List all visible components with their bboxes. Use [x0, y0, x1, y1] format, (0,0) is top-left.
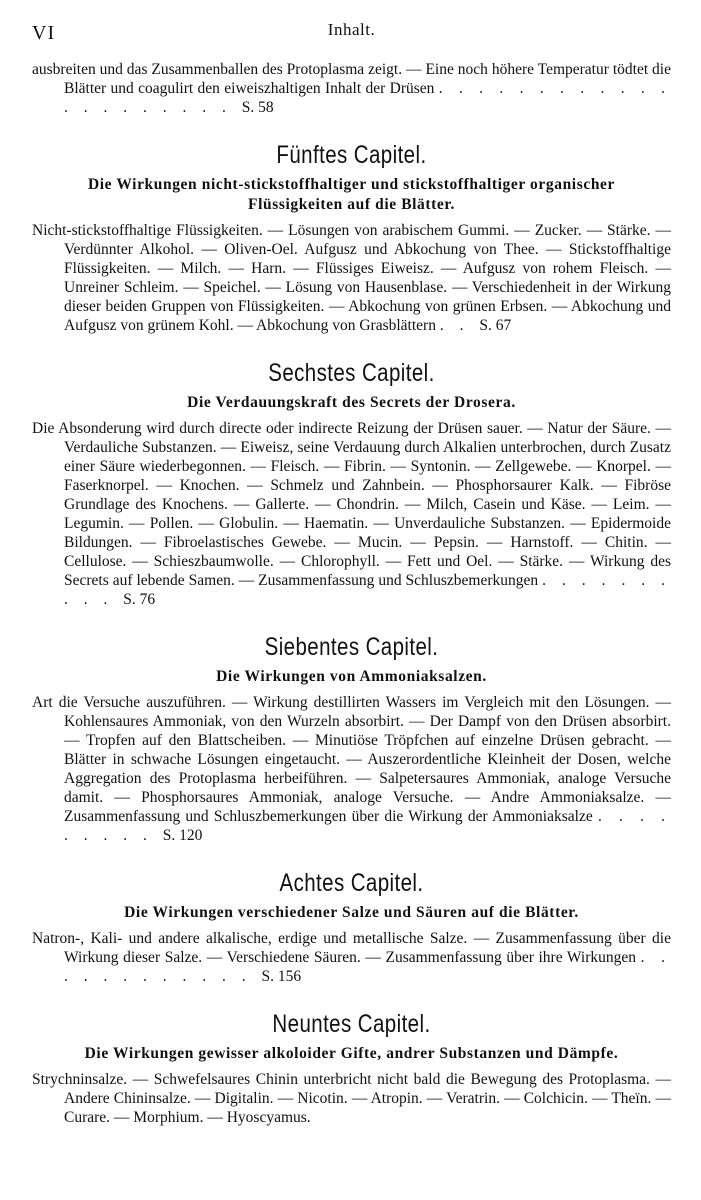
dot-leader: . . . . . . . . . . . . . . . . . . . . . [64, 80, 671, 116]
chapter-subtitle: Die Wirkungen nicht-stickstoffhaltiger und stickstoffhaltiger organischer Flüssigkeiten auf die Blätter. [87, 176, 616, 213]
chapter-summary-text: Natron-, Kali- und andere alkalische, erdige und metallische Salze. — Zusammenfassung über die Wirkung dieser Salze. — Verschiedene Säuren. — Zusammenfassung über ihre Wirkungen [32, 930, 671, 966]
chapter-title: Sechstes Capitel. [268, 359, 435, 387]
page-number: VI [32, 22, 56, 44]
chapter-summary-text: Art die Versuche auszuführen. — Wirkung destillirten Wassers im Vergleich mit den Lösungen. — Kohlensaures Ammoniak, von den Wurzeln absorbirt. — Der Dampf von den Drüsen absorbirt. — Tropfen auf den Blattscheiben. — Minutiöse Tröpfchen auf einzelne Drüsen gebracht. — Blätter in schwache Lösungen eingetaucht. — Auszerordentliche Kleinheit der Dosen, welche Aggregation des Protoplasma herbeiführen. — Salpetersaures Ammoniak, analoge Versuche damit. — Phosphorsaures Ammoniak, analoge Versuche. — Andre Ammoniaksalze. — Zusammenfassung und Schluszbemerkungen über die Wirkung der Ammoniaksalze [32, 694, 671, 825]
dot-leader: . . [439, 317, 480, 334]
dot-leader: . . . . . . . . . . . . [64, 949, 672, 985]
chapter-page: S. 76 [123, 591, 156, 608]
page-header [32, 0, 671, 60]
chapter-title: Achtes Capitel. [279, 869, 424, 897]
dot-leader: . . . . . . . . . [64, 808, 672, 844]
chapter-summary-text: Nicht-stickstoffhaltige Flüssigkeiten. — Lösungen von arabischem Gummi. — Zucker. — Stärke. — Verdünnter Alkohol. — Oliven-Oel. Aufgusz und Abkochung von Thee. — Stickstoffhaltige Flüssigkeiten. — Milch. — Harn. — Flüssiges Eiweisz. — Aufgusz von rohem Fleisch. — Unreiner Schleim. — Speichel. — Lösung von Hausenblase. — Verschiedenheit in der Wirkung dieser beiden Gruppen von Flüssigkeiten. — Abkochung von grünen Erbsen. — Abkochung und Aufgusz von grünem Kohl. — Abkochung von Grasblättern [32, 222, 671, 334]
intro-text: ausbreiten und das Zusammenballen des Protoplasma zeigt. — Eine noch höhere Temperatur tödtet die Blätter und coagulirt den eiweiszhaltigen Inhalt der Drüsen [32, 61, 671, 97]
chapter-summary-text: Strychninsalze. — Schwefelsaures Chinin unterbricht nicht bald die Bewegung des Protoplasma. — Andere Chininsalze. — Digitalin. — Nicotin. — Atropin. — Veratrin. — Colchicin. — Theïn. — Curare. — Morphium. — Hyoscyamus. [32, 1071, 671, 1126]
chapter-subtitle: Die Wirkungen von Ammoniaksalzen. [216, 668, 487, 685]
dot-leader: . . . . . . . . . . [64, 572, 672, 608]
chapter-summary [32, 221, 671, 335]
chapter-summary-text: Die Absonderung wird durch directe oder indirecte Reizung der Drüsen sauer. — Natur der Säure. — Verdauliche Substanzen. — Eiweisz, seine Verdauung durch Alkalien unterbrochen, durch Zusatz einer Säure wiederbegonnen. — Fleisch. — Fibrin. — Syntonin. — Zellgewebe. — Knorpel. — Faserknorpel. — Knochen. — Schmelz und Zahnbein. — Phosphorsaurer Kalk. — Fibröse Grundlage des Knochens. — Gallerte. — Chondrin. — Milch, Casein und Käse. — Leim. — Legumin. — Pollen. — Globulin. — Haematin. — Unverdauliche Substanzen. — Epidermoide Bildungen. — Fibroelastisches Gewebe. — Mucin. — Pepsin. — Harnstoff. — Chitin. — Cellulose. — Schieszbaumwolle. — Chlorophyll. — Fett und Oel. — Stärke. — Wirkung des Secrets auf lebende Samen. — Zusammenfassung und Schluszbemerkungen [32, 420, 671, 589]
chapter-summary [32, 929, 671, 986]
chapter-subtitle: Die Wirkungen verschiedener Salze und Säuren auf die Blätter. [124, 904, 579, 921]
chapter-summary [32, 693, 671, 845]
chapter-page: S. 67 [479, 317, 512, 334]
chapter-page: S. 120 [162, 827, 203, 844]
intro-entry [32, 60, 671, 117]
chapter-title: Siebentes Capitel. [264, 633, 439, 661]
running-head: Inhalt. [327, 20, 376, 39]
intro-page: S. 58 [241, 99, 274, 116]
chapter-page: S. 156 [261, 968, 302, 985]
chapter-title: Neuntes Capitel. [272, 1010, 431, 1038]
chapter-summary [32, 1070, 671, 1127]
chapter-title: Fünftes Capitel. [276, 141, 427, 169]
chapter-summary [32, 419, 671, 609]
chapter-subtitle: Die Wirkungen gewisser alkoloider Gifte, andrer Substanzen und Dämpfe. [84, 1045, 619, 1062]
chapter-subtitle: Die Verdauungskraft des Secrets der Drosera. [187, 394, 516, 411]
